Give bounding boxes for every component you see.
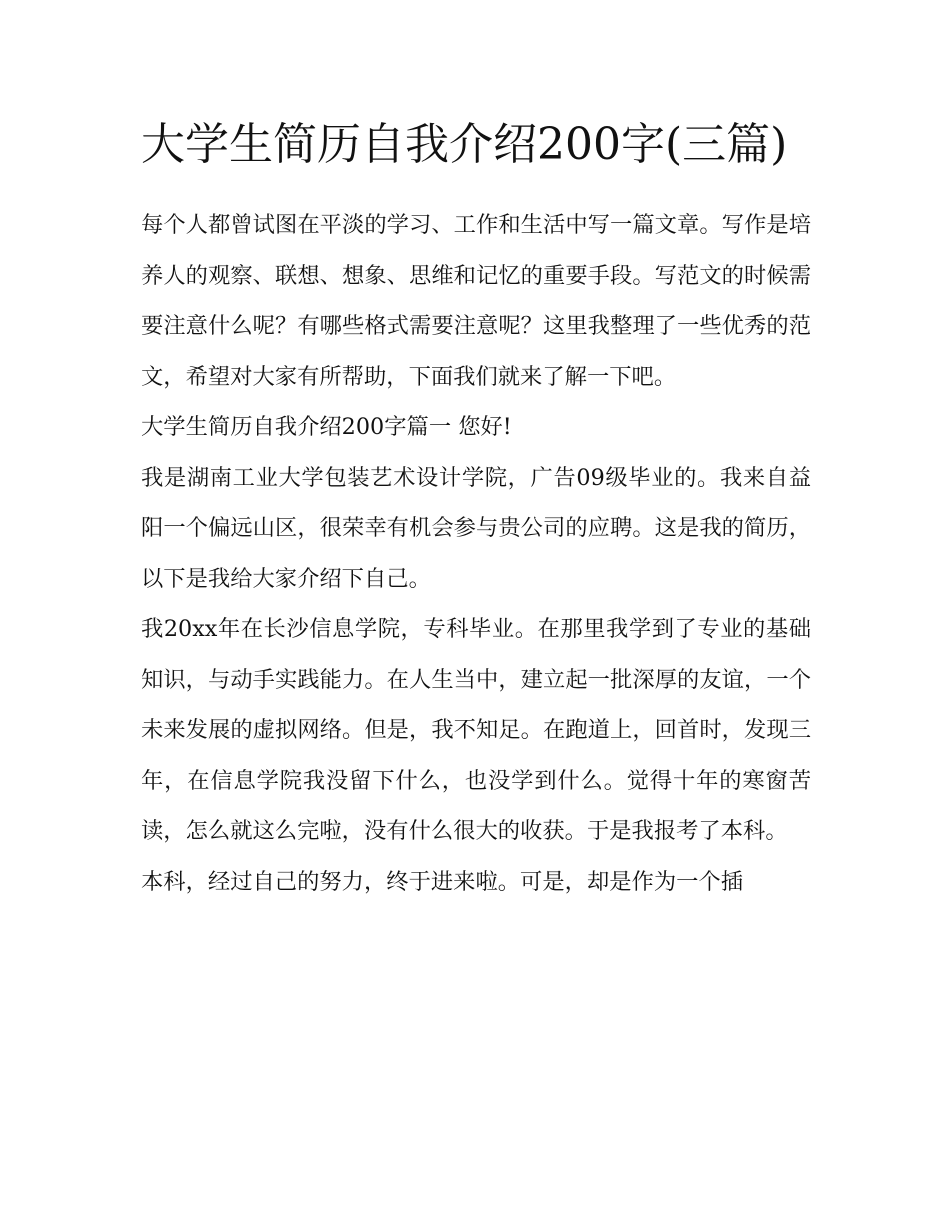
intro-paragraph: 每个人都曾试图在平淡的学习、工作和生活中写一篇文章。写作是培养人的观察、联想、想象、思维和记忆的重要手段。写范文的时候需要注意什么呢？有哪些格式需要注意呢？这里我整理了一些优秀的范文，希望对大家有所帮助，下面我们就来了解一下吧。 <box>141 212 811 390</box>
education-paragraph: 我20xx年在长沙信息学院，专科毕业。在那里我学到了专业的基础知识，与动手实践能力。在人生当中，建立起一批深厚的友谊，一个未来发展的虚拟网络。但是，我不知足。在跑道上，回首时，发现三年，在信息学院我没留下什么，也没学到什么。觉得十年的寒窗苦读，怎么就这么完啦，没有什么很大的收获。于是我报考了本科。 <box>141 616 811 844</box>
undergraduate-paragraph: 本科，经过自己的努力，终于进来啦。可是，却是作为一个插 <box>141 868 744 895</box>
document-page <box>141 112 811 907</box>
document-title: 大学生简历自我介绍200字(三篇) <box>141 119 788 170</box>
document-body <box>141 200 811 907</box>
self-intro-paragraph: 我是湖南工业大学包装艺术设计学院，广告09级毕业的。我来自益阳一个偏远山区，很荣幸有机会参与贵公司的应聘。这是我的简历，以下是我给大家介绍下自己。 <box>141 464 811 592</box>
section-heading-paragraph: 大学生简历自我介绍200字篇一 您好! <box>141 414 512 440</box>
